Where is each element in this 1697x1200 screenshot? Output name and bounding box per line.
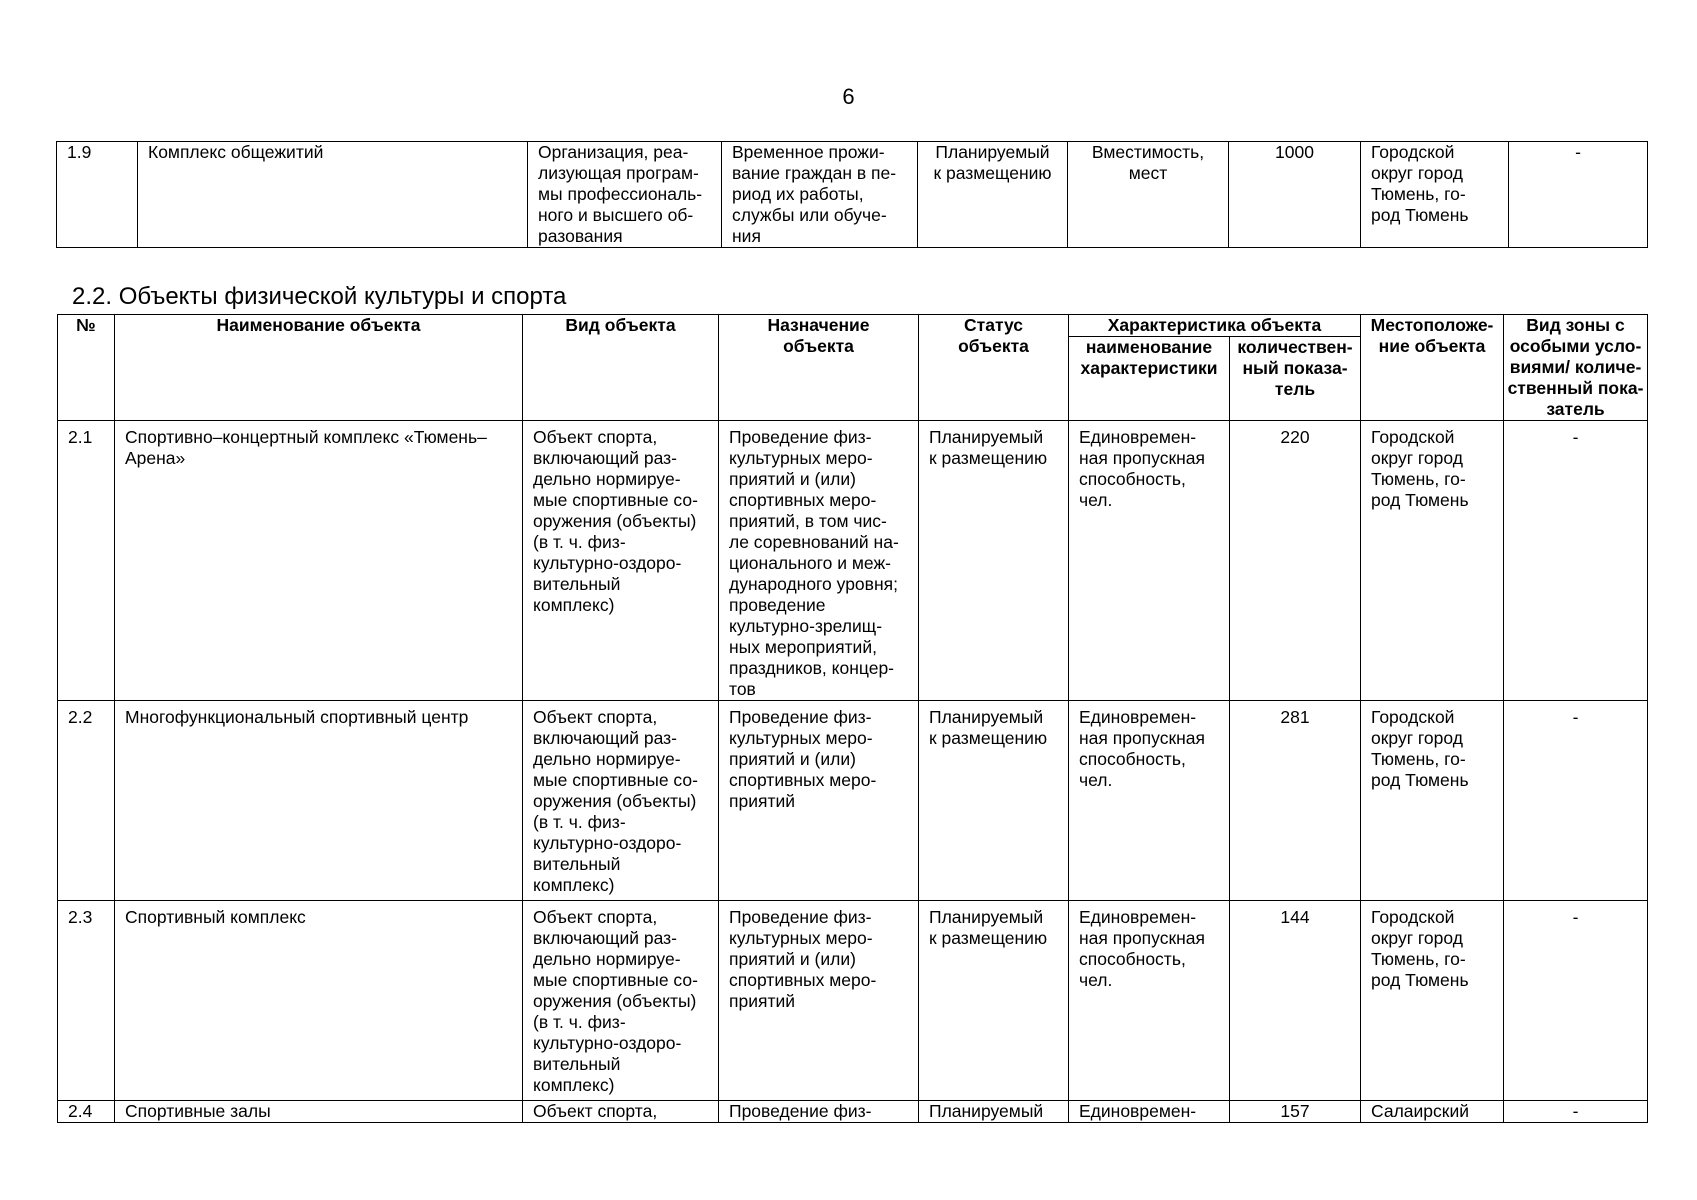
object-status: Планируемый к размещению — [919, 701, 1069, 901]
section-heading: 2.2. Объекты физической культуры и спорта — [72, 283, 567, 310]
header-location: Местоположе- ние объекта — [1361, 315, 1504, 421]
table-row — [58, 701, 1648, 901]
object-location: Салаирский — [1361, 1101, 1504, 1123]
characteristic-value: 157 — [1230, 1101, 1361, 1123]
object-purpose: Проведение физ- — [719, 1101, 919, 1123]
object-name: Спортивные залы — [115, 1101, 523, 1123]
sport-objects-table — [57, 314, 1648, 1123]
object-name: Спортивный комплекс — [115, 901, 523, 1101]
object-status: Планируемый — [919, 1101, 1069, 1123]
table-row — [57, 142, 1648, 248]
table-row — [58, 1101, 1648, 1123]
zone-value: - — [1504, 421, 1648, 701]
object-name: Спортивно–концертный комплекс «Тюмень– Арена» — [115, 421, 523, 701]
row-number: 2.4 — [58, 1101, 115, 1123]
object-name: Комплекс общежитий — [138, 142, 528, 248]
object-purpose: Проведение физ- культурных меро- приятий и (или) спортивных меро- приятий — [719, 901, 919, 1101]
row-number: 2.1 — [58, 421, 115, 701]
object-purpose: Временное прожи- вание граждан в пе- риод их работы, службы или обуче- ния — [722, 142, 918, 248]
header-zone: Вид зоны с особыми усло- виями/ количе- ственный пока- затель — [1504, 315, 1648, 421]
table-row — [58, 901, 1648, 1101]
header-purpose: Назначение объекта — [719, 315, 919, 421]
characteristic-value: 1000 — [1229, 142, 1361, 248]
zone-value: - — [1504, 901, 1648, 1101]
object-name: Многофункциональный спортивный центр — [115, 701, 523, 901]
header-number: № — [58, 315, 115, 421]
object-type: Объект спорта, — [523, 1101, 719, 1123]
header-type: Вид объекта — [523, 315, 719, 421]
characteristic-value: 220 — [1230, 421, 1361, 701]
characteristic-name: Единовремен- — [1069, 1101, 1230, 1123]
header-status: Статус объекта — [919, 315, 1069, 421]
table-row — [58, 421, 1648, 701]
object-status: Планируемый к размещению — [919, 901, 1069, 1101]
table-header-row — [58, 315, 1648, 337]
characteristic-value: 144 — [1230, 901, 1361, 1101]
header-characteristic-name: наименование характеристики — [1069, 337, 1230, 421]
object-type: Объект спорта, включающий раз- дельно нормируе- мые спортивные со- оружения (объекты) (в т. ч. физ- культурно-оздоро- вительный комплекс) — [523, 421, 719, 701]
characteristic-name: Единовремен- ная пропускная способность, чел. — [1069, 901, 1230, 1101]
characteristic-name: Единовремен- ная пропускная способность, чел. — [1069, 421, 1230, 701]
object-status: Планируемый к размещению — [919, 421, 1069, 701]
zone-value: - — [1504, 701, 1648, 901]
object-location: Городской округ город Тюмень, го- род Тюмень — [1361, 142, 1509, 248]
characteristic-name: Единовремен- ная пропускная способность, чел. — [1069, 701, 1230, 901]
object-location: Городской округ город Тюмень, го- род Тюмень — [1361, 421, 1504, 701]
characteristic-name: Вместимость, мест — [1068, 142, 1229, 248]
row-number: 2.2 — [58, 701, 115, 901]
row-number: 2.3 — [58, 901, 115, 1101]
page-number: 6 — [842, 84, 855, 109]
object-location: Городской округ город Тюмень, го- род Тюмень — [1361, 701, 1504, 901]
object-purpose: Проведение физ- культурных меро- приятий и (или) спортивных меро- приятий — [719, 701, 919, 901]
dormitory-table — [56, 141, 1648, 248]
row-number: 1.9 — [57, 142, 138, 248]
object-type: Объект спорта, включающий раз- дельно нормируе- мые спортивные со- оружения (объекты) (в т. ч. физ- культурно-оздоро- вительный комплекс) — [523, 701, 719, 901]
zone-value: - — [1504, 1101, 1648, 1123]
zone-value: - — [1509, 142, 1648, 248]
object-type: Объект спорта, включающий раз- дельно нормируе- мые спортивные со- оружения (объекты) (в т. ч. физ- культурно-оздоро- вительный комплекс) — [523, 901, 719, 1101]
object-purpose: Проведение физ- культурных меро- приятий и (или) спортивных меро- приятий, в том чис- ле соревнований на- ционального и меж- дународного уровня; проведение культурно-зрелищ- ных мероприятий, праздников, концер- тов — [719, 421, 919, 701]
object-status: Планируемый к размещению — [918, 142, 1068, 248]
header-characteristic: Характеристика объекта — [1069, 315, 1361, 337]
characteristic-value: 281 — [1230, 701, 1361, 901]
header-characteristic-value: количествен- ный показа- тель — [1230, 337, 1361, 421]
object-location: Городской округ город Тюмень, го- род Тюмень — [1361, 901, 1504, 1101]
object-type: Организация, реа- лизующая програм- мы профессиональ- ного и высшего об- разования — [528, 142, 722, 248]
header-name: Наименование объекта — [115, 315, 523, 421]
